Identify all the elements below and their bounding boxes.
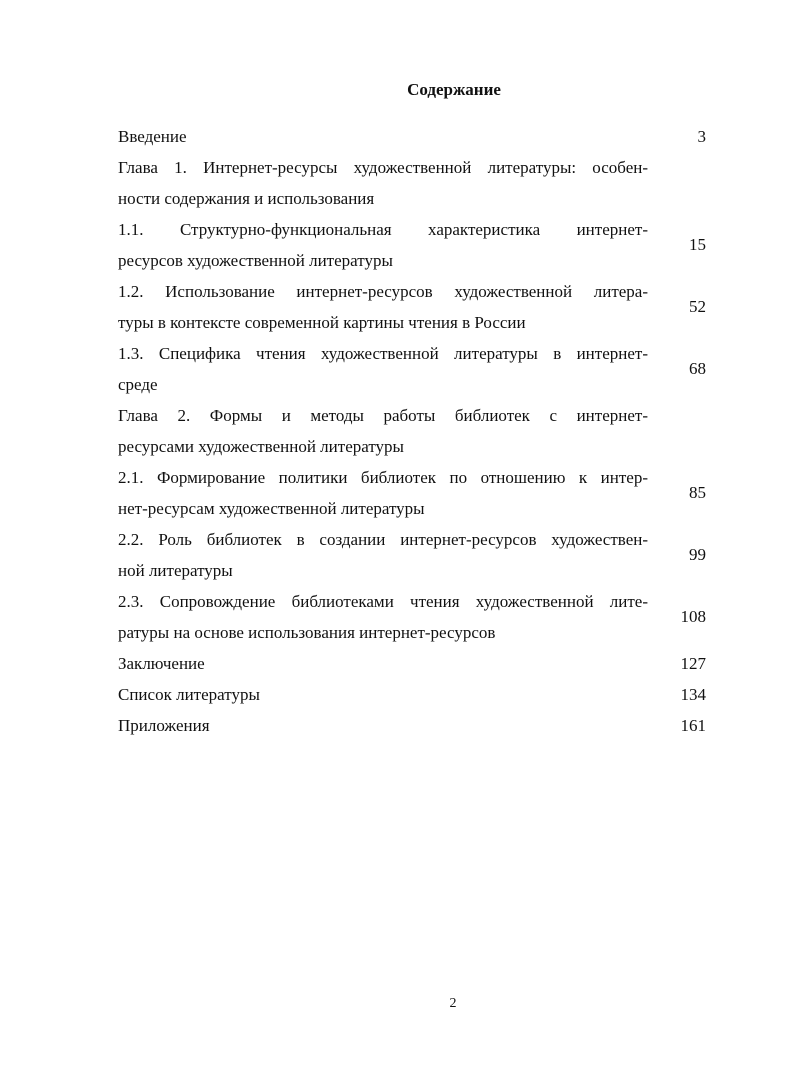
toc-page-number: 68 bbox=[689, 359, 706, 378]
toc-line: 2.2. Роль библиотек в создании интернет-ресурсов художествен- bbox=[118, 530, 648, 549]
toc-entry-text bbox=[118, 276, 648, 338]
toc-line: Заключение bbox=[118, 654, 205, 673]
toc-entry-2-1 bbox=[118, 462, 712, 524]
toc-entry-chapter-1 bbox=[118, 152, 712, 214]
toc-line: Глава 1. Интернет-ресурсы художественной литературы: особен- bbox=[118, 158, 648, 177]
toc-entry-text bbox=[118, 400, 648, 462]
toc-page-number: 99 bbox=[689, 545, 706, 564]
toc-page-number: 127 bbox=[680, 654, 706, 673]
toc-entry-text bbox=[118, 121, 648, 152]
toc-page-number: 52 bbox=[689, 297, 706, 316]
toc-entry-text bbox=[118, 152, 648, 214]
toc-entry-1-3 bbox=[118, 338, 712, 400]
page-title: Содержание bbox=[407, 80, 501, 99]
toc-entry-text bbox=[118, 214, 648, 276]
toc-entry-2-3 bbox=[118, 586, 712, 648]
table-of-contents bbox=[118, 121, 712, 741]
toc-entry-text bbox=[118, 710, 648, 741]
toc-page-number: 15 bbox=[689, 235, 706, 254]
toc-line: 2.3. Сопровождение библиотеками чтения художественной лите- bbox=[118, 592, 648, 611]
toc-line: Глава 2. Формы и методы работы библиотек с интернет- bbox=[118, 406, 648, 425]
toc-page-number: 161 bbox=[680, 716, 706, 735]
toc-page-number: 108 bbox=[680, 607, 706, 626]
toc-entry-text bbox=[118, 462, 648, 524]
toc-entry-1-1 bbox=[118, 214, 712, 276]
toc-line: Приложения bbox=[118, 716, 210, 735]
toc-entry-chapter-2 bbox=[118, 400, 712, 462]
toc-line: ной литературы bbox=[118, 561, 233, 580]
toc-entry-conclusion bbox=[118, 648, 712, 679]
toc-line: Список литературы bbox=[118, 685, 260, 704]
toc-line: 1.2. Использование интернет-ресурсов художественной литера- bbox=[118, 282, 648, 301]
toc-line: 1.1. Структурно-функциональная характеристика интернет- bbox=[118, 220, 648, 239]
toc-entry-text bbox=[118, 338, 648, 400]
toc-entry-text bbox=[118, 679, 648, 710]
toc-entry-text bbox=[118, 648, 648, 679]
toc-line: ресурсов художественной литературы bbox=[118, 251, 393, 270]
toc-line: ресурсами художественной литературы bbox=[118, 437, 404, 456]
toc-line: ности содержания и использования bbox=[118, 189, 375, 208]
toc-line: среде bbox=[118, 375, 158, 394]
toc-line: 1.3. Специфика чтения художественной литературы в интернет- bbox=[118, 344, 648, 363]
toc-entry-appendices bbox=[118, 710, 712, 741]
toc-entry-2-2 bbox=[118, 524, 712, 586]
toc-entry-references bbox=[118, 679, 712, 710]
toc-line: туры в контексте современной картины чтения в России bbox=[118, 313, 526, 332]
page-number: 2 bbox=[449, 996, 457, 1011]
toc-entry-text bbox=[118, 524, 648, 586]
toc-page-number: 134 bbox=[680, 685, 706, 704]
toc-line: 2.1. Формирование политики библиотек по отношению к интер- bbox=[118, 468, 648, 487]
toc-page-number: 85 bbox=[689, 483, 706, 502]
toc-entry-introduction bbox=[118, 121, 712, 152]
toc-entry-text bbox=[118, 586, 648, 648]
toc-page-number: 3 bbox=[697, 127, 706, 146]
toc-line: нет-ресурсам художественной литературы bbox=[118, 499, 425, 518]
toc-line: ратуры на основе использования интернет-ресурсов bbox=[118, 623, 496, 642]
toc-line: Введение bbox=[118, 127, 187, 146]
toc-entry-1-2 bbox=[118, 276, 712, 338]
